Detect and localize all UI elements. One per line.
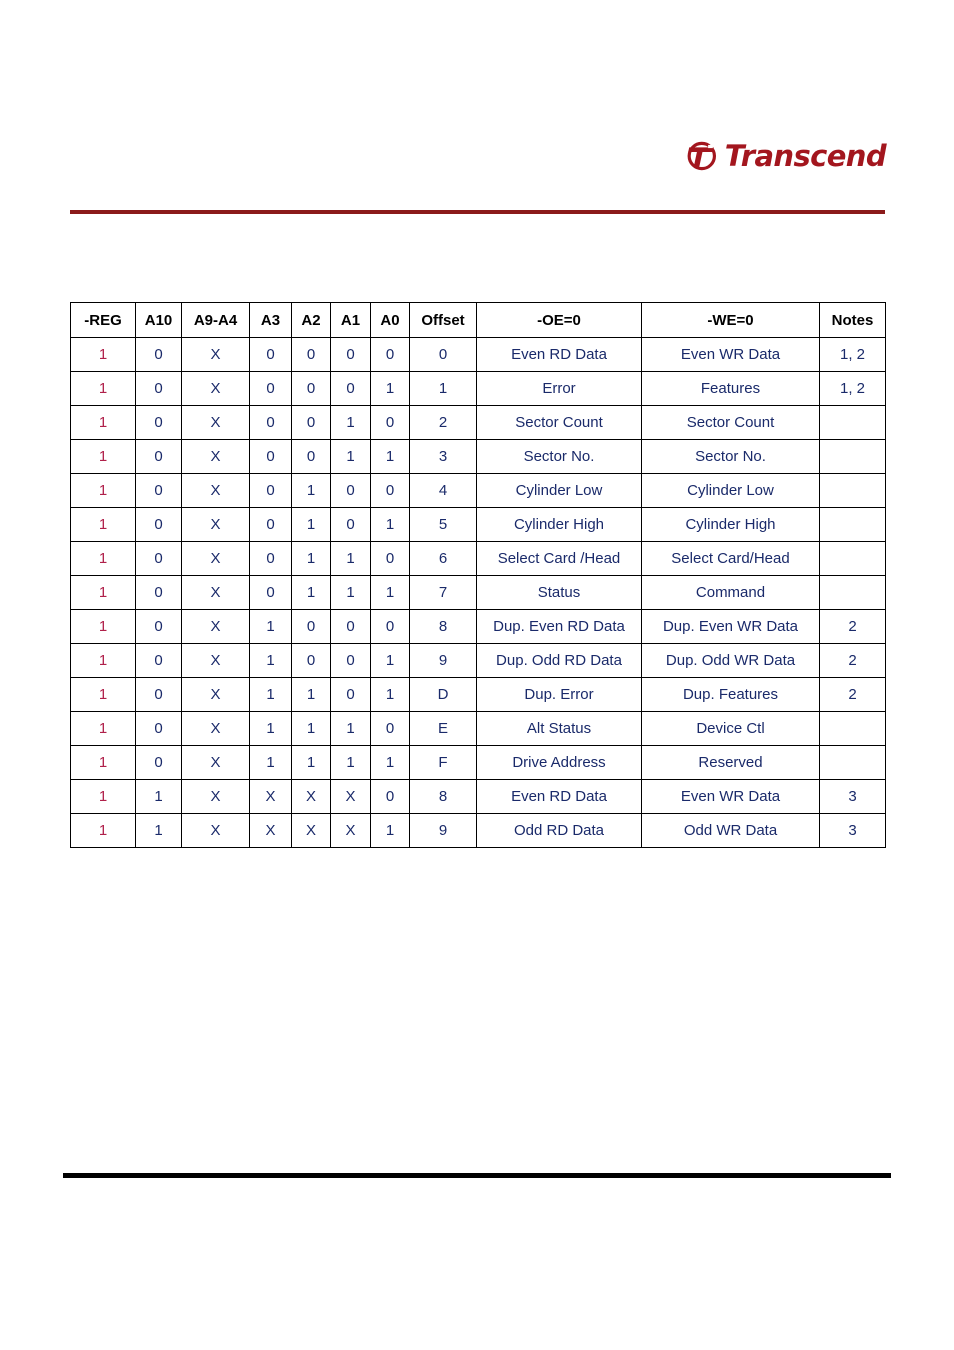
table-cell: 0 <box>292 440 331 474</box>
table-row <box>71 712 886 746</box>
table-cell: 1 <box>331 542 371 576</box>
table-cell: Alt Status <box>477 712 642 746</box>
table-cell: Dup. Odd WR Data <box>642 644 820 678</box>
table-cell: 0 <box>250 508 292 542</box>
table-cell: Dup. Even WR Data <box>642 610 820 644</box>
table-cell: 0 <box>292 338 331 372</box>
table-cell: 1 <box>250 712 292 746</box>
table-cell: X <box>292 780 331 814</box>
table-cell: 0 <box>371 338 410 372</box>
table-cell <box>820 474 886 508</box>
table-cell: Device Ctl <box>642 712 820 746</box>
table-cell: Sector No. <box>642 440 820 474</box>
table-cell: 1 <box>136 814 182 848</box>
table-cell: Drive Address <box>477 746 642 780</box>
table-cell: X <box>182 746 250 780</box>
table-cell: F <box>410 746 477 780</box>
table-cell: Dup. Odd RD Data <box>477 644 642 678</box>
table-cell: 2 <box>820 610 886 644</box>
table-cell: 1 <box>410 372 477 406</box>
table-cell: 2 <box>820 678 886 712</box>
table-cell: 0 <box>292 644 331 678</box>
table-cell <box>820 542 886 576</box>
table-cell: 1 <box>71 712 136 746</box>
table-cell: Even RD Data <box>477 338 642 372</box>
column-header: A9-A4 <box>182 303 250 338</box>
table-cell <box>820 406 886 440</box>
table-cell: 1 <box>292 508 331 542</box>
transcend-logo <box>686 134 886 178</box>
table-cell: 0 <box>136 372 182 406</box>
column-header: A3 <box>250 303 292 338</box>
table-cell: Reserved <box>642 746 820 780</box>
table-cell: 9 <box>410 644 477 678</box>
column-header: Offset <box>410 303 477 338</box>
table-cell: 1 <box>71 474 136 508</box>
table-cell: 1 <box>331 746 371 780</box>
table-cell: 0 <box>371 712 410 746</box>
table-cell: 1 <box>371 576 410 610</box>
table-cell: 1 <box>371 440 410 474</box>
transcend-logo-icon <box>686 136 721 176</box>
table-row <box>71 678 886 712</box>
table-cell: 8 <box>410 780 477 814</box>
table-row <box>71 474 886 508</box>
table-cell: 7 <box>410 576 477 610</box>
table-cell: X <box>331 814 371 848</box>
table-cell: 1 <box>371 814 410 848</box>
table-row <box>71 508 886 542</box>
table-cell: 4 <box>410 474 477 508</box>
table-cell: Dup. Even RD Data <box>477 610 642 644</box>
table-cell: 0 <box>250 338 292 372</box>
table-cell: 1, 2 <box>820 372 886 406</box>
footer-rule <box>63 1173 891 1178</box>
table-cell: 0 <box>371 610 410 644</box>
table-cell: 0 <box>250 406 292 440</box>
table-cell: 0 <box>292 372 331 406</box>
table-cell: 0 <box>250 440 292 474</box>
table-cell: 2 <box>820 644 886 678</box>
table-body <box>71 338 886 848</box>
table-cell: 1 <box>292 678 331 712</box>
table-cell: 1 <box>331 576 371 610</box>
table-cell: 1 <box>250 644 292 678</box>
table-cell: 0 <box>136 576 182 610</box>
table-cell: 1 <box>292 712 331 746</box>
table-cell: X <box>182 576 250 610</box>
table-cell: 1 <box>136 780 182 814</box>
table-cell: E <box>410 712 477 746</box>
table-cell: 1 <box>71 610 136 644</box>
table-cell: 0 <box>250 542 292 576</box>
table-cell: Odd WR Data <box>642 814 820 848</box>
table-cell: 8 <box>410 610 477 644</box>
table-cell: Features <box>642 372 820 406</box>
column-header: -REG <box>71 303 136 338</box>
table-cell: 0 <box>250 474 292 508</box>
table-cell <box>820 746 886 780</box>
table-cell: 1 <box>292 576 331 610</box>
table-cell: 0 <box>136 746 182 780</box>
table-cell: 1 <box>371 508 410 542</box>
table-cell: D <box>410 678 477 712</box>
column-header: A0 <box>371 303 410 338</box>
table-cell: 0 <box>331 372 371 406</box>
table-cell: X <box>250 814 292 848</box>
table-cell: 0 <box>371 542 410 576</box>
table-cell: 0 <box>292 406 331 440</box>
table-cell: 1 <box>371 678 410 712</box>
table-cell: 0 <box>136 644 182 678</box>
table-cell <box>820 576 886 610</box>
table-cell: 0 <box>292 610 331 644</box>
table-cell: 1 <box>331 712 371 746</box>
column-header: A1 <box>331 303 371 338</box>
table-cell: 0 <box>331 474 371 508</box>
table-cell: Odd RD Data <box>477 814 642 848</box>
table-cell: 1 <box>71 406 136 440</box>
table-cell: 0 <box>136 542 182 576</box>
table-cell: 0 <box>331 678 371 712</box>
table-cell <box>820 440 886 474</box>
table-cell: Select Card/Head <box>642 542 820 576</box>
table-cell: 1 <box>292 474 331 508</box>
table-cell: X <box>182 542 250 576</box>
table-cell: 1 <box>292 542 331 576</box>
table-cell: X <box>182 712 250 746</box>
table-cell: 1 <box>71 780 136 814</box>
table-cell: Select Card /Head <box>477 542 642 576</box>
table-cell: 0 <box>331 644 371 678</box>
table-cell: 0 <box>331 508 371 542</box>
table-cell <box>820 508 886 542</box>
table-cell: 6 <box>410 542 477 576</box>
register-address-table <box>70 302 886 848</box>
table-cell: 1 <box>71 814 136 848</box>
column-header: -OE=0 <box>477 303 642 338</box>
table-cell: X <box>182 678 250 712</box>
table-cell: 1 <box>71 372 136 406</box>
table-cell: 3 <box>410 440 477 474</box>
table-cell: 0 <box>331 610 371 644</box>
table-cell: 3 <box>820 780 886 814</box>
table-row <box>71 746 886 780</box>
table-row <box>71 814 886 848</box>
table-cell: 2 <box>410 406 477 440</box>
table-row <box>71 576 886 610</box>
table-cell: Cylinder Low <box>642 474 820 508</box>
table-cell: 1 <box>331 406 371 440</box>
table-cell: 1 <box>71 678 136 712</box>
table-cell: 0 <box>136 508 182 542</box>
table-cell: 1 <box>292 746 331 780</box>
table-row <box>71 338 886 372</box>
table-cell: X <box>182 780 250 814</box>
table-cell: Even WR Data <box>642 780 820 814</box>
table-cell: 0 <box>331 338 371 372</box>
table-cell: X <box>331 780 371 814</box>
table-header-row <box>71 303 886 338</box>
table-cell: X <box>292 814 331 848</box>
table-cell: X <box>182 610 250 644</box>
table-cell: Status <box>477 576 642 610</box>
table-cell: 0 <box>136 338 182 372</box>
table-cell: 5 <box>410 508 477 542</box>
table-cell: 0 <box>136 440 182 474</box>
table-cell: 1 <box>71 576 136 610</box>
table-cell: 9 <box>410 814 477 848</box>
table-cell: 0 <box>410 338 477 372</box>
table-cell: 0 <box>136 712 182 746</box>
table-cell <box>820 712 886 746</box>
table-cell: 1 <box>371 644 410 678</box>
table-cell: 0 <box>136 406 182 440</box>
table-cell: Cylinder Low <box>477 474 642 508</box>
table-cell: X <box>250 780 292 814</box>
table-row <box>71 780 886 814</box>
column-header: -WE=0 <box>642 303 820 338</box>
table-cell: 0 <box>371 474 410 508</box>
table-cell: 1 <box>250 746 292 780</box>
table-cell: 0 <box>250 576 292 610</box>
table-cell: 1 <box>71 508 136 542</box>
table-cell: Even RD Data <box>477 780 642 814</box>
table-cell: X <box>182 814 250 848</box>
table-cell: 1 <box>71 542 136 576</box>
column-header: Notes <box>820 303 886 338</box>
table-cell: 1, 2 <box>820 338 886 372</box>
table-row <box>71 542 886 576</box>
table-cell: Sector No. <box>477 440 642 474</box>
table-cell: X <box>182 440 250 474</box>
table-cell: 1 <box>71 644 136 678</box>
table-cell: 0 <box>136 474 182 508</box>
table-row <box>71 644 886 678</box>
table-cell: Dup. Features <box>642 678 820 712</box>
table-row <box>71 440 886 474</box>
table-row <box>71 372 886 406</box>
table-cell: Cylinder High <box>477 508 642 542</box>
table-cell: 1 <box>71 338 136 372</box>
table-cell: 0 <box>136 610 182 644</box>
table-cell: 1 <box>71 440 136 474</box>
table-cell: 1 <box>71 746 136 780</box>
table-row <box>71 406 886 440</box>
table-row <box>71 610 886 644</box>
table-cell: X <box>182 644 250 678</box>
table-cell: Command <box>642 576 820 610</box>
table-cell: 0 <box>136 678 182 712</box>
table-cell: X <box>182 474 250 508</box>
logo-text: Transcend <box>724 139 886 173</box>
table-cell: Dup. Error <box>477 678 642 712</box>
header-rule <box>70 210 885 214</box>
table-cell: 1 <box>250 678 292 712</box>
table-cell: Even WR Data <box>642 338 820 372</box>
table-cell: X <box>182 406 250 440</box>
table-cell: X <box>182 338 250 372</box>
table-cell: 1 <box>371 372 410 406</box>
table-cell: Cylinder High <box>642 508 820 542</box>
column-header: A2 <box>292 303 331 338</box>
table-cell: 0 <box>371 406 410 440</box>
table-cell: X <box>182 508 250 542</box>
table-cell: 3 <box>820 814 886 848</box>
table-cell: Error <box>477 372 642 406</box>
table-cell: Sector Count <box>642 406 820 440</box>
table-cell: X <box>182 372 250 406</box>
table-cell: 1 <box>250 610 292 644</box>
table-cell: 1 <box>371 746 410 780</box>
table-cell: 0 <box>371 780 410 814</box>
column-header: A10 <box>136 303 182 338</box>
table-cell: Sector Count <box>477 406 642 440</box>
table-cell: 1 <box>331 440 371 474</box>
table-cell: 0 <box>250 372 292 406</box>
